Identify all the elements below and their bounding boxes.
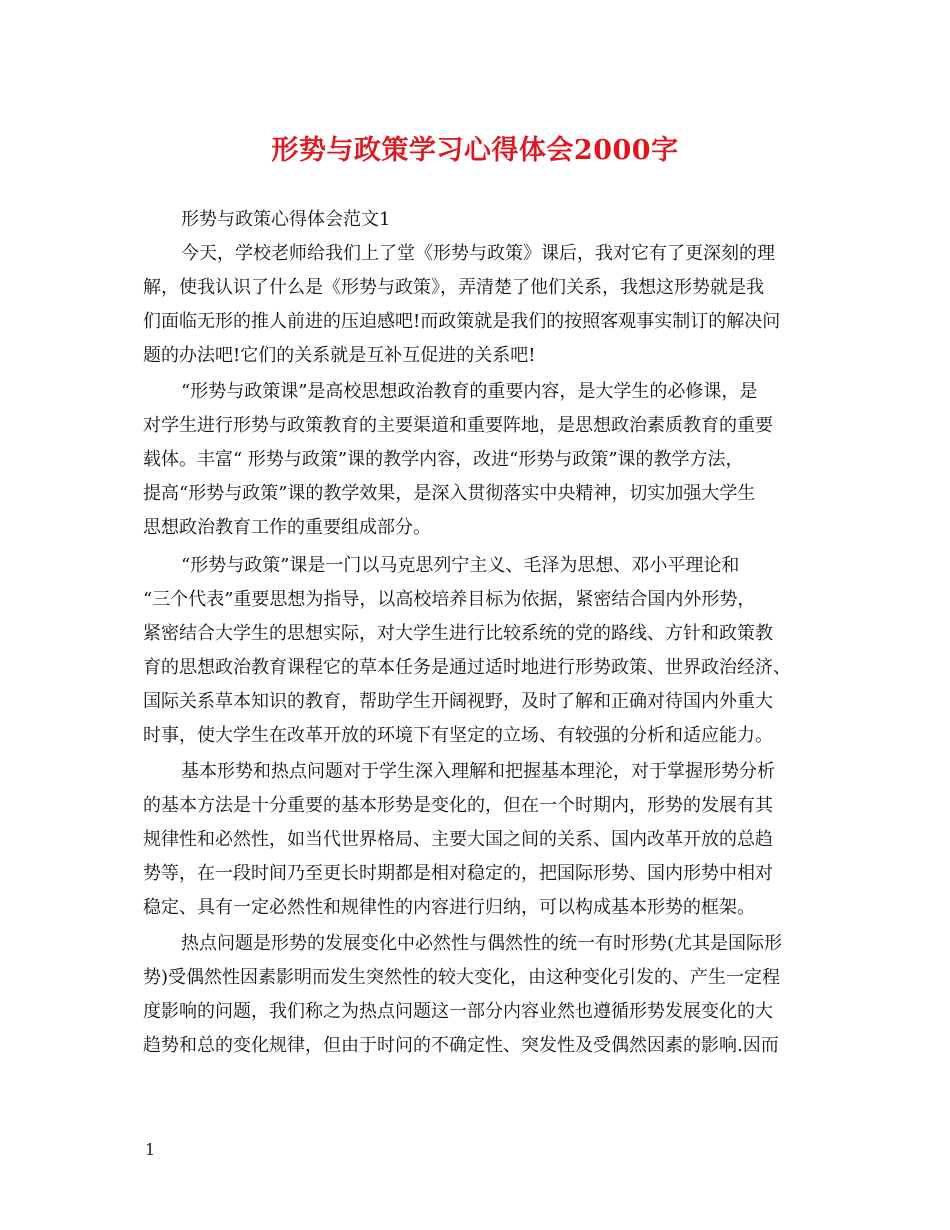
page-title: 形势与政策学习心得体会2000字 [271, 135, 679, 166]
text-line: 今天，学校老师给我们上了堂《形势与政策》课后，我对它有了更深刻的理 [181, 243, 775, 264]
text-line: 规律性和必然性，如当代世界格局、主要大国之间的关系、国内改革开放的总趋 [143, 829, 773, 850]
text-line: 时事，使大学生在改革开放的环境下有坚定的立场、有较强的分析和适应能力。 [143, 725, 773, 746]
text-line: 解，使我认识了什么是《形势与政策》，弄清楚了他们关系，我想这形势就是我 [143, 277, 764, 298]
text-line: 题的办法吧!它们的关系就是互补互促进的关系吧! [143, 345, 536, 366]
text-line: 思想政治教育工作的重要组成部分。 [143, 517, 431, 538]
text-line: 的基本方法是十分重要的基本形势是变化的，但在一个时期内，形势的发展有其 [143, 795, 773, 816]
text-line: “三个代表”重要思想为指导，以高校培养目标为依据，紧密结合国内外形势， [143, 589, 756, 610]
text-line: 们面临无形的推人前进的压迫感吧!而政策就是我们的按照客观事实制订的解决问 [143, 311, 781, 332]
text-line: 形势与政策心得体会范文1 [181, 209, 391, 230]
text-line: 稳定、具有一定必然性和规律性的内容进行归纳，可以构成基本形势的框架。 [143, 897, 755, 918]
text-line: “形势与政策”课是一门以马克思列宁主义、毛泽为思想、邓小平理论和 [181, 555, 740, 576]
text-line: 趋势和总的变化规律，但由于时问的不确定性、突发性及受偶然因素的影响.因而 [143, 1035, 779, 1056]
text-line: 度影响的问题，我们称之为热点问题这一部分内容业然也遵循形势发展变化的大 [143, 1001, 773, 1022]
page-number: 1 [145, 1140, 156, 1159]
text-line: 势等，在一段时间乃至更长时期都是相对稳定的，把国际形势、国内形势中相对 [143, 863, 773, 884]
text-line: 紧密结合大学生的思想实际，对大学生进行比较系统的党的路线、方针和政策教 [143, 623, 773, 644]
text-line: “形势与政策课”是高校思想政治教育的重要内容，是大学生的必修课，是 [181, 381, 758, 402]
text-line: 载体。丰富“ 形势与政策”课的教学内容，改进“形势与政策”课的教学方法， [143, 449, 744, 470]
text-line: 基本形势和热点问题对于学生深入理解和把握基本理沦，对于掌握形势分析 [181, 761, 775, 782]
text-line: 热点问题是形势的发展变化中必然性与偶然性的统一有时形势(尤其是国际形 [181, 933, 783, 954]
text-line: 提高“形势与政策”课的教学效果，是深入贯彻落实中央精神，切实加强大学生 [143, 483, 756, 504]
text-line: 育的思想政治教育课程它的草本任务是通过适时地进行形势政策、世界政治经济、 [143, 657, 791, 678]
text-line: 势)受偶然性因素影明而发生突然性的较大变化，由这种变化引发的、产生一定程 [143, 967, 781, 988]
text-line: 国际关系草本知识的教育，帮助学生开阔视野，及时了解和正确对待国内外重大 [143, 691, 773, 712]
text-line: 对学生进行形势与政策教育的主要渠道和重要阵地，是思想政治素质教育的重要 [143, 415, 773, 436]
